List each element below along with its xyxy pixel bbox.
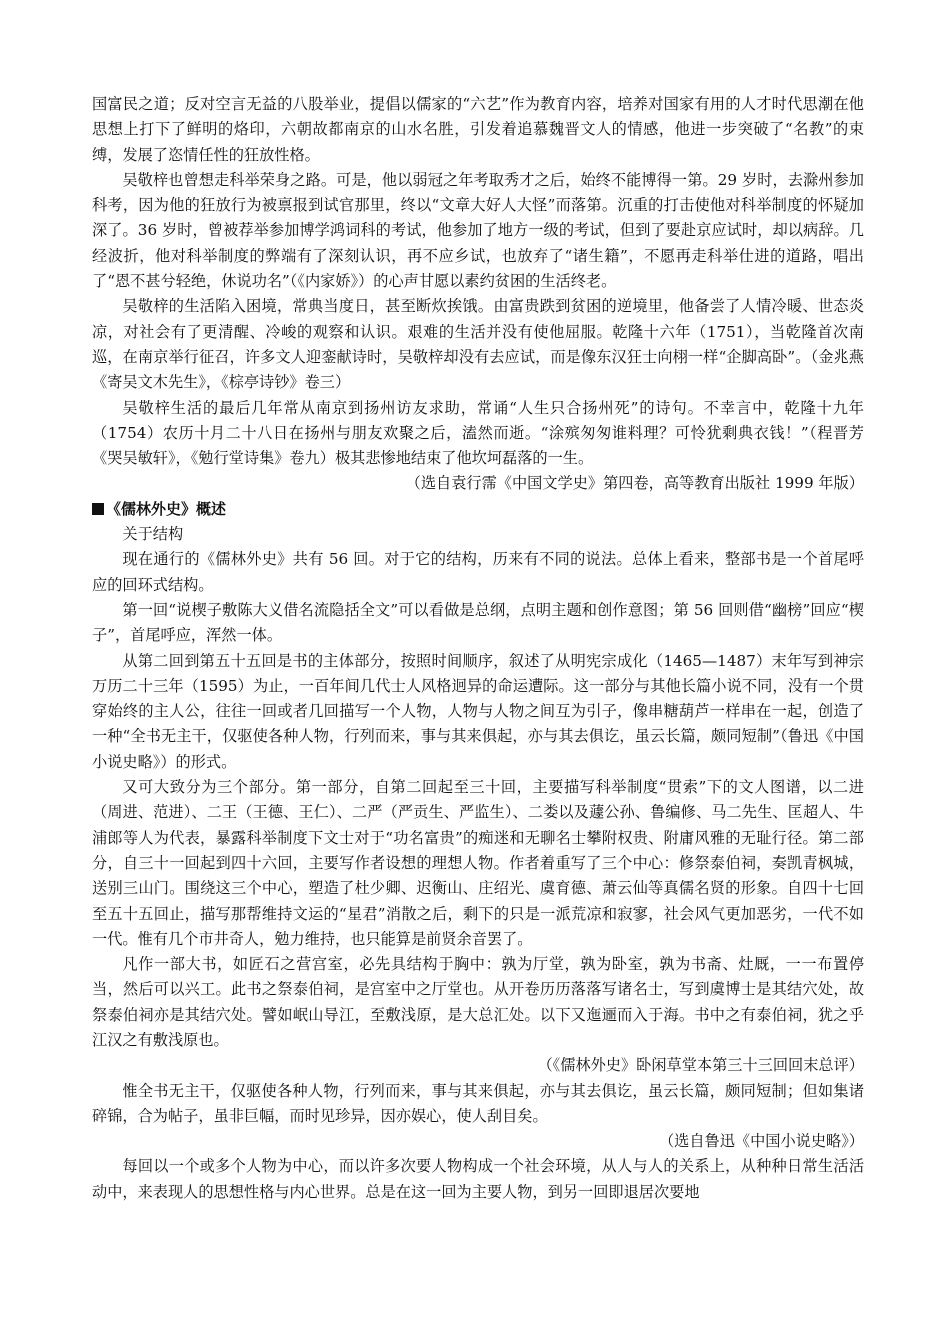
section-heading (92, 497, 864, 522)
source-citation: （选自袁行霈《中国文学史》第四卷，高等教育出版社 1999 年版） (405, 474, 864, 493)
document-page (92, 92, 864, 1205)
paragraph-first-chapter: 第一回“说楔子敷陈大义借名流隐括全文”可以看做是总纲，点明主题和创作意图；第 56 回则借“幽榜”回应“楔子”，首尾呼应，浑然一体。 (92, 600, 864, 645)
section-heading-text: 《儒林外史》概述 (106, 499, 227, 518)
source-citation: （选自鲁迅《中国小说史略》） (658, 1132, 864, 1151)
paragraph-structure-overview: 现在通行的《儒林外史》共有 56 回。对于它的结构，历来有不同的说法。总体上看来，整部书是一个首尾呼应的回环式结构。 (92, 550, 864, 594)
paragraph-three-parts: 又可大致分为三个部分。第一部分，自第二回起至三十回，主要描写科举制度“贯索”下的文人图谱，以二进（周进、范进）、二王（王德、王仁）、二严（严贡生、严监生）、二娄以及蘧公孙、鲁编修、马二先生、匡超人、牛浦郎等人为代表，暴露科举制度下文士对于“功名富贵”的痴迷和无聊名士攀附权贵、附庸风雅的无耻行径。第二部分，自三十一回起到四十六回，主要写作者设想的理想人物。作者着重写了三个中心：修祭泰伯祠，奏凯青枫城，送别三山门。围绕这三个中心，塑造了杜少卿、迟衡山、庄绍光、虞育德、萧云仙等真儒名贤的形象。自四十七回至五十五回止，描写那帮维持文运的“星君”消散之后，剩下的只是一派荒凉和寂寥，社会风气更加恶劣，一代不如一代。惟有几个市井奇人，勉力维持，也只能算是前贤余音罢了。 (92, 778, 864, 948)
subheading: 关于结构 (122, 525, 184, 544)
source-citation: （《儒林外史》卧闲草堂本第三十三回回末总评） (537, 1056, 864, 1075)
paragraph-main-body: 从第二回到第五十五回是书的主体部分，按照时间顺序，叙述了从明宪宗成化（1465—1487）末年写到神宗万历二十三年（1595）为止，一百年间几代士人风格迥异的命运遭际。这一部分与其他长篇小说不同，没有一个贯穿始终的主人公，往往一回或者几回描写一个人物，人物与人物之间互为引子，像串糖葫芦一样串在一起，创造了一种“全书无主干，仅驱使各种人物，行列而来，事与其来俱起，亦与其去俱讫，虽云长篇，颇同短制”（鲁迅《中国小说史略》）的形式。 (92, 651, 864, 771)
paragraph-poverty: 吴敬梓的生活陷入困境，常典当度日，甚至断炊挨饿。由富贵跌到贫困的逆境里，他备尝了人情冷暖、世态炎凉，对社会有了更清醒、冷峻的观察和认识。艰难的生活并没有使他屈服。乾隆十六年（1751），当乾隆首次南巡，在南京举行征召，许多文人迎銮献诗时，吴敬梓却没有去应试，而是像东汉狂士向栩一样“企脚高卧”。（金兆燕《寄吴文木先生》，《棕亭诗钞》卷三） (92, 297, 864, 392)
paragraph-final-years: 吴敬梓生活的最后几年常从南京到扬州访友求助，常诵“人生只合扬州死”的诗句。不幸言中，乾隆十九年（1754）农历十月二十八日在扬州与朋友欢聚之后，溘然而逝。“涂殡匆匆谁料理？可怜犹剩典衣钱！”（程晋芳《哭吴敏轩》，《勉行堂诗集》卷九）极其悲惨地结束了他坎坷磊落的一生。 (92, 398, 864, 468)
paragraph-lu-xun-quote: 惟全书无主干，仅驱使各种人物，行列而来，事与其来俱起，亦与其去俱讫，虽云长篇，颇同短制；但如集诸碎锦，合为帖子，虽非巨幅，而时见珍异，因亦娱心，使人刮目矣。 (92, 1081, 864, 1125)
paragraph-intro-continued: 国富民之道；反对空言无益的八股举业，提倡以儒家的“六艺”作为教育内容，培养对国家有用的人才时代思潮在他思想上打下了鲜明的烙印，六朝故都南京的山水名胜，引发着追慕魏晋文人的情感，他进一步突破了“名教”的束缚，发展了恣情任性的狂放性格。 (92, 95, 864, 164)
paragraph-character-center: 每回以一个或多个人物为中心，而以许多次要人物构成一个社会环境，从人与人的关系上，从种种日常生活活动中，来表现人的思想性格与内心世界。总是在这一回为主要人物，到另一回即退居次要地 (92, 1157, 864, 1201)
paragraph-imperial-exam: 吴敬梓也曾想走科举荣身之路。可是，他以弱冠之年考取秀才之后，始终不能博得一第。29 岁时，去滁州参加科考，因为他的狂放行为被禀报到试官那里，终以“文章大好人大怪”而落第。沉重的打击使他对科举制度的怀疑加深了。36 岁时，曾被荐举参加博学鸿词科的考试，他参加了地方一级的考试，但到了要赴京应试时，却以病辞。几经波折，他对科举制度的弊端有了深刻认识，再不应乡试，也放弃了“诸生籍”，不愿再走科举仕进的道路，唱出了“恩不甚兮轻绝，休说功名”（《内家娇》）的心声甘愿以素约贫困的生活终老。 (92, 170, 864, 291)
paragraph-commentary-quote: 凡作一部大书，如匠石之营宫室，必先具结构于胸中：孰为厅堂，孰为卧室，孰为书斋、灶厩，一一布置停当，然后可以兴工。此书之祭泰伯祠，是宫室中之厅堂也。从开卷历历落落写诸名士，写到虞博士是其结穴处，故祭泰伯祠亦是其结穴处。譬如岷山导江，至敷浅原，是大总汇处。以下又迤逦而入于海。书中之有泰伯祠，犹之乎江汉之有敷浅原也。 (92, 955, 864, 1049)
square-bullet-icon (92, 503, 104, 515)
